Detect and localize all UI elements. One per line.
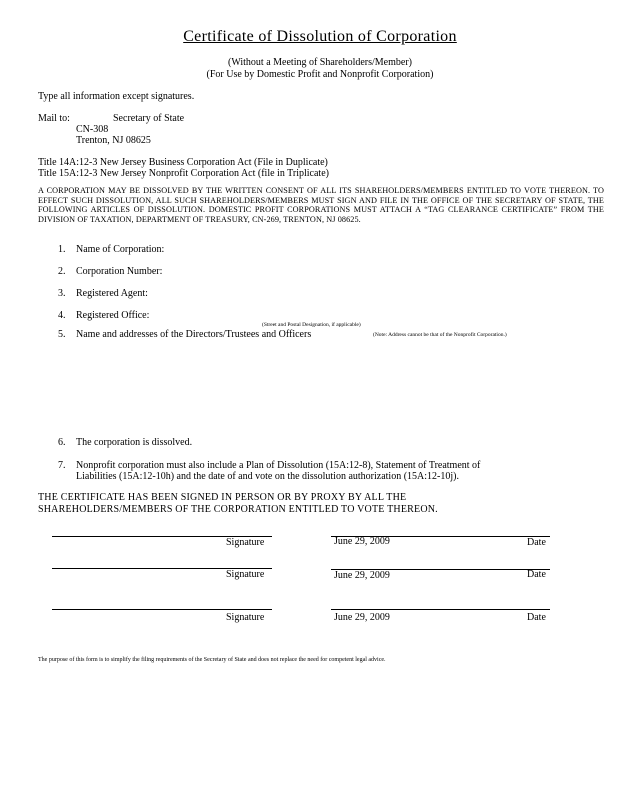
corporation-dissolved-text: The corporation is dissolved. — [76, 437, 193, 448]
item-2-number: 2. — [58, 266, 66, 277]
item-5-number: 5. — [58, 329, 66, 340]
date-line-3[interactable] — [331, 609, 550, 610]
title-14a-line: Title 14A:12-3 New Jersey Business Corporation Act (File in Duplicate) — [38, 157, 328, 168]
item-3-number: 3. — [58, 288, 66, 299]
corporation-number-label: Corporation Number: — [76, 266, 163, 277]
subtitle-use: (For Use by Domestic Profit and Nonprofit Corporation) — [206, 69, 434, 80]
instruction-text: Type all information except signatures. — [38, 91, 195, 102]
date-value-2: June 29, 2009 — [334, 570, 390, 581]
footer-disclaimer: The purpose of this form is to simplify the filing requirements of the Secretary of State and does not replace the need for competent legal advice. — [38, 657, 386, 663]
signature-label-1: Signature — [226, 537, 265, 548]
signature-line-3[interactable] — [52, 609, 272, 610]
mail-line-3: Trenton, NJ 08625 — [76, 135, 151, 146]
date-value-3: June 29, 2009 — [334, 612, 390, 623]
date-value-1: June 29, 2009 — [334, 536, 390, 547]
item-1-number: 1. — [58, 244, 66, 255]
directors-officers-label: Name and addresses of the Directors/Trustees and Officers — [76, 329, 312, 340]
signature-label-2: Signature — [226, 569, 265, 580]
name-of-corporation-label: Name of Corporation: — [76, 244, 165, 255]
dissolution-notice: A CORPORATION MAY BE DISSOLVED BY THE WRITTEN CONSENT OF ALL ITS SHAREHOLDERS/MEMBERS ENTITLED TO VOTE THEREON. TO EFFECT SUCH DISSOLUTION, ALL SUCH SHAREHOLDERS/MEMBERS MUST SIGN AND FILE IN THE OFFICE OF THE SECRETARY OF STATE, THE FOLLOWING ARTICLES OF DISSOLUTION. DOMESTIC PROFIT CORPORATIONS MUST ATTACH A “TAG CLEARANCE CERTIFICATE” FROM THE DIVISION OF TAXATION, DEPARTMENT OF TREASURY, CN-269, TRENTON, NJ 08625. — [38, 186, 604, 224]
item-7-number: 7. — [58, 460, 66, 471]
mail-to-label: Mail to: — [38, 113, 70, 124]
item-4-number: 4. — [58, 310, 66, 321]
address-note: (Note: Address cannot be that of the Nonprofit Corporation.) — [373, 332, 507, 338]
subtitle-meeting: (Without a Meeting of Shareholders/Member) — [228, 57, 412, 68]
mail-line-1: Secretary of State — [113, 113, 185, 124]
street-designation-note: (Street and Postal Designation, if applicable) — [262, 322, 361, 328]
certify-line-1: THE CERTIFICATE HAS BEEN SIGNED IN PERSON OR BY PROXY BY ALL THE — [38, 492, 407, 503]
date-label-2: Date — [527, 569, 546, 580]
date-label-3: Date — [527, 612, 546, 623]
nonprofit-plan-text-2: Liabilities (15A:12-10h) and the date of and vote on the dissolution authorization (15A:12-10j). — [76, 471, 459, 482]
title-15a-line: Title 15A:12-3 New Jersey Nonprofit Corporation Act (file in Triplicate) — [38, 168, 329, 179]
certify-line-2: SHAREHOLDERS/MEMBERS OF THE CORPORATION ENTITLED TO VOTE THEREON. — [38, 504, 438, 515]
item-6-number: 6. — [58, 437, 66, 448]
registered-agent-label: Registered Agent: — [76, 288, 148, 299]
registered-office-label: Registered Office: — [76, 310, 150, 321]
date-line-2[interactable] — [331, 569, 550, 570]
document-title: Certificate of Dissolution of Corporation — [183, 28, 457, 45]
mail-line-2: CN-308 — [76, 124, 109, 135]
nonprofit-plan-text-1: Nonprofit corporation must also include a Plan of Dissolution (15A:12-8), Statement of Treatment of — [76, 460, 481, 471]
date-label-1: Date — [527, 537, 546, 548]
signature-label-3: Signature — [226, 612, 265, 623]
